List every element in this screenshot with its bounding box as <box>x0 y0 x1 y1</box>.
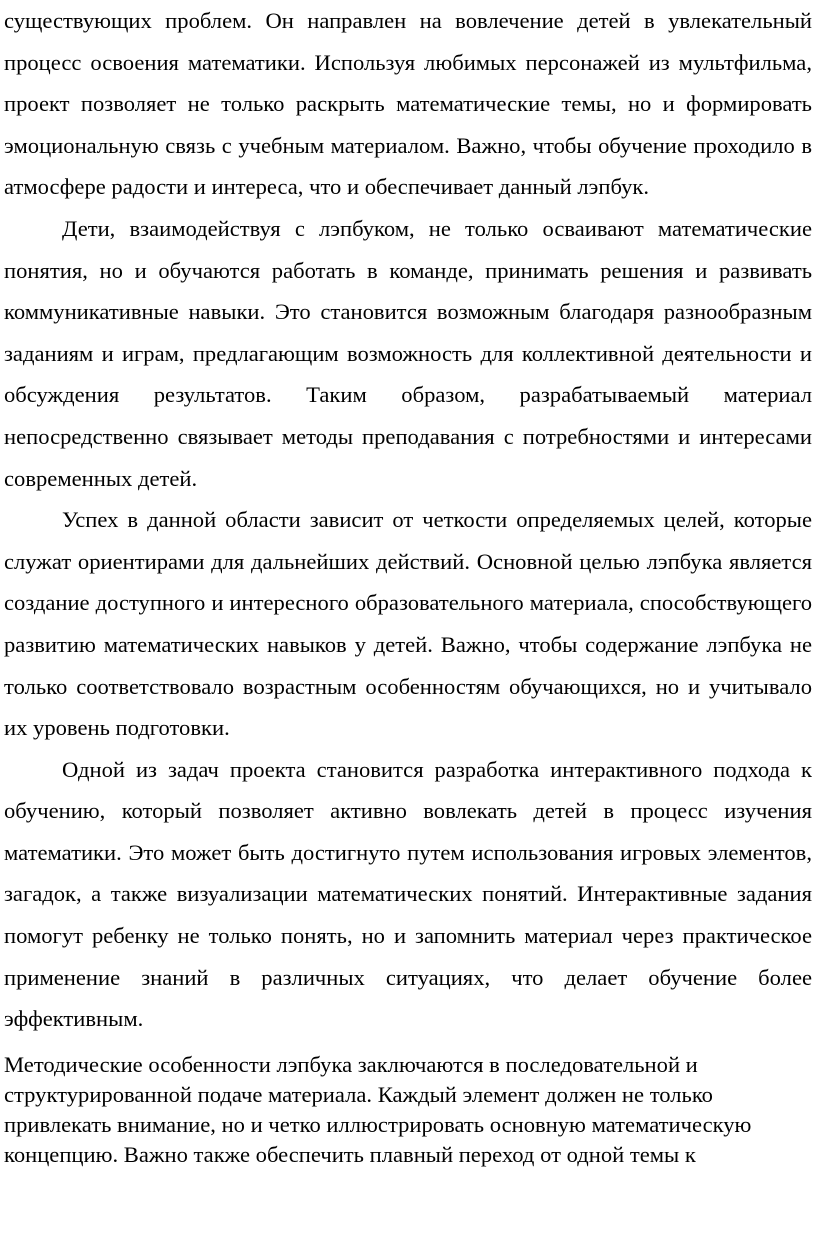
document-page <box>4 0 812 1171</box>
paragraph-methodology: Методические особенности лэпбука заключаются в последовательной и структурированной подаче материала. Каждый элемент должен не только привлекать внимание, но и четко иллюстрировать основную математическую концепцию. Важно также обеспечить плавный переход от одной темы к <box>4 1051 752 1168</box>
paragraph-continuation: существующих проблем. Он направлен на вовлечение детей в увлекательный процесс освоения математики. Используя любимых персонажей из мультфильма, проект позволяет не только раскрыть математические темы, но и формировать эмоциональную связь с учебным материалом. Важно, чтобы обучение проходило в атмосфере радости и интереса, что и обеспечивает данный лэпбук. <box>4 8 812 200</box>
paragraph-interactive-approach: Одной из задач проекта становится разработка интерактивного подхода к обучению, который позволяет активно вовлекать детей в процесс изучения математики. Это может быть достигнуто путем использования игровых элементов, загадок, а также визуализации математических понятий. Интерактивные задания помогут ребенку не только понять, но и запомнить материал через практическое применение знаний в различных ситуациях, что делает обучение более эффективным. <box>4 756 812 1032</box>
paragraph-teamwork: Дети, взаимодействуя с лэпбуком, не только осваивают математические понятия, но и обучаются работать в команде, принимать решения и развивать коммуникативные навыки. Это становится возможным благодаря разнообразным заданиям и играм, предлагающим возможность для коллективной деятельности и обсуждения результатов. Таким образом, разрабатываемый материал непосредственно связывает методы преподавания с потребностями и интересами современных детей. <box>4 215 812 491</box>
paragraph-goals: Успех в данной области зависит от четкости определяемых целей, которые служат ориентирами для дальнейших действий. Основной целью лэпбука является создание доступного и интересного образовательного материала, способствующего развитию математических навыков у детей. Важно, чтобы содержание лэпбука не только соответствовало возрастным особенностям обучающихся, но и учитывало их уровень подготовки. <box>4 507 812 741</box>
